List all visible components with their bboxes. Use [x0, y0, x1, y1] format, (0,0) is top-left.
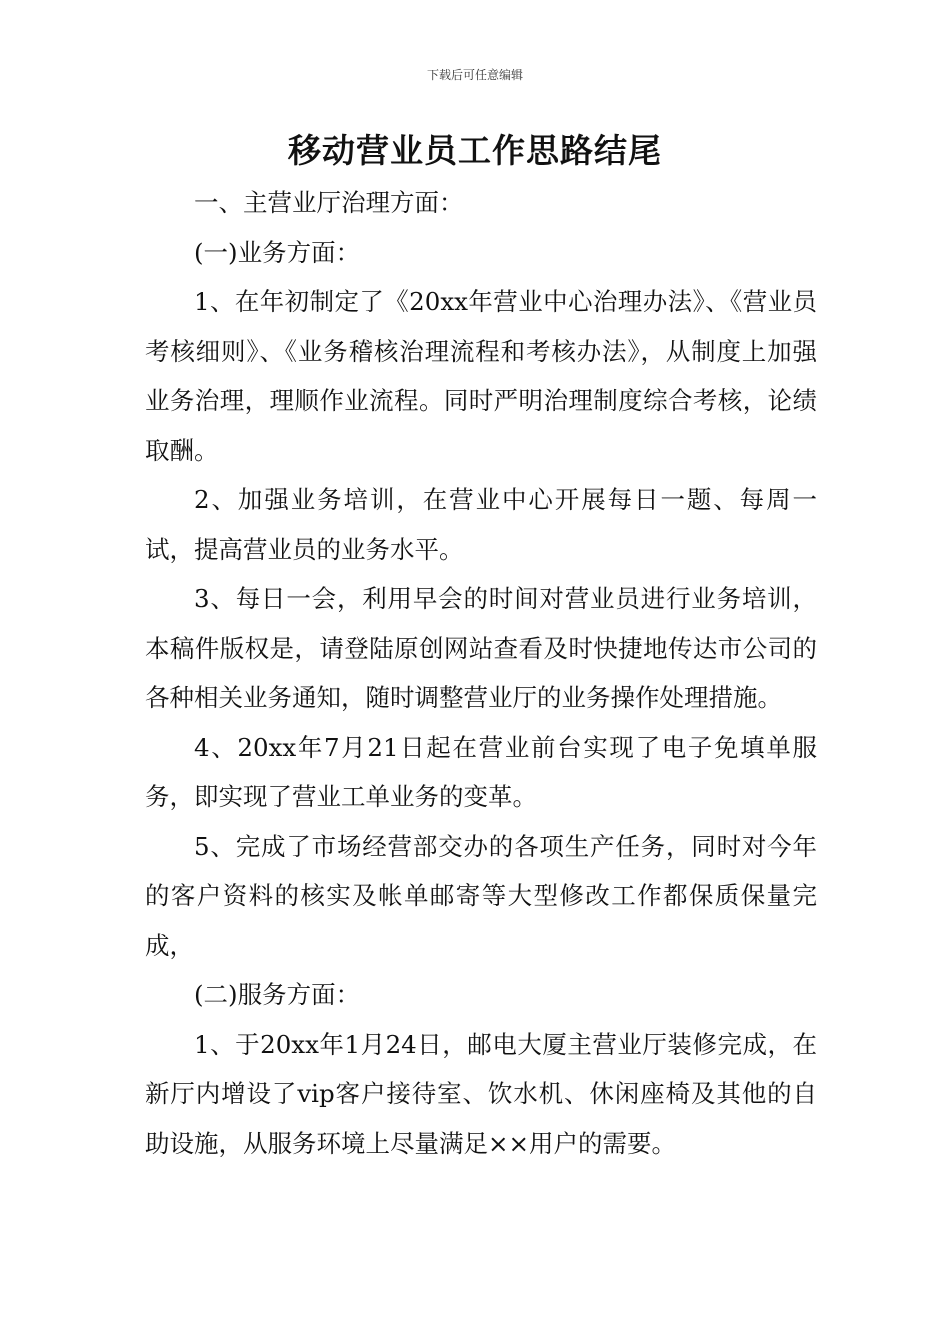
subsection-heading-business: (一)业务方面： [194, 237, 361, 267]
business-item-4: 4、20xx年7月21日起在营业前台实现了电子免填单服务，即实现了营业工单业务的变革。 [145, 732, 817, 811]
business-item-1: 1、在年初制定了《20xx年营业中心治理办法》、《营业员考核细则》、《业务稽核治理流程和考核办法》，从制度上加强业务治理，理顺作业流程。同时严明治理制度综合考核，论绩取酬。 [145, 287, 817, 465]
document-body [145, 178, 817, 1168]
page-header-note: 下载后可任意编辑 [426, 68, 523, 82]
document-title: 移动营业员工作思路结尾 [288, 131, 662, 170]
business-item-3: 3、每日一会，利用早会的时间对营业员进行业务培训，本稿件版权是，请登陆原创网站查看及时快捷地传达市公司的各种相关业务通知，随时调整营业厅的业务操作处理措施。 [145, 584, 817, 712]
business-item-5: 5、完成了市场经营部交办的各项生产任务，同时对今年的客户资料的核实及帐单邮寄等大型修改工作都保质保量完成， [145, 831, 817, 960]
service-item-1: 1、于20xx年1月24日，邮电大厦主营业厅装修完成，在新厅内增设了vip客户接待室、饮水机、休闲座椅及其他的自助设施，从服务环境上尽量满足××用户的需要。 [145, 1029, 817, 1158]
section-heading-management: 一、主营业厅治理方面： [194, 188, 464, 217]
subsection-heading-service: (二)服务方面： [194, 980, 361, 1009]
business-item-2: 2、加强业务培训，在营业中心开展每日一题、每周一试，提高营业员的业务水平。 [145, 485, 817, 564]
